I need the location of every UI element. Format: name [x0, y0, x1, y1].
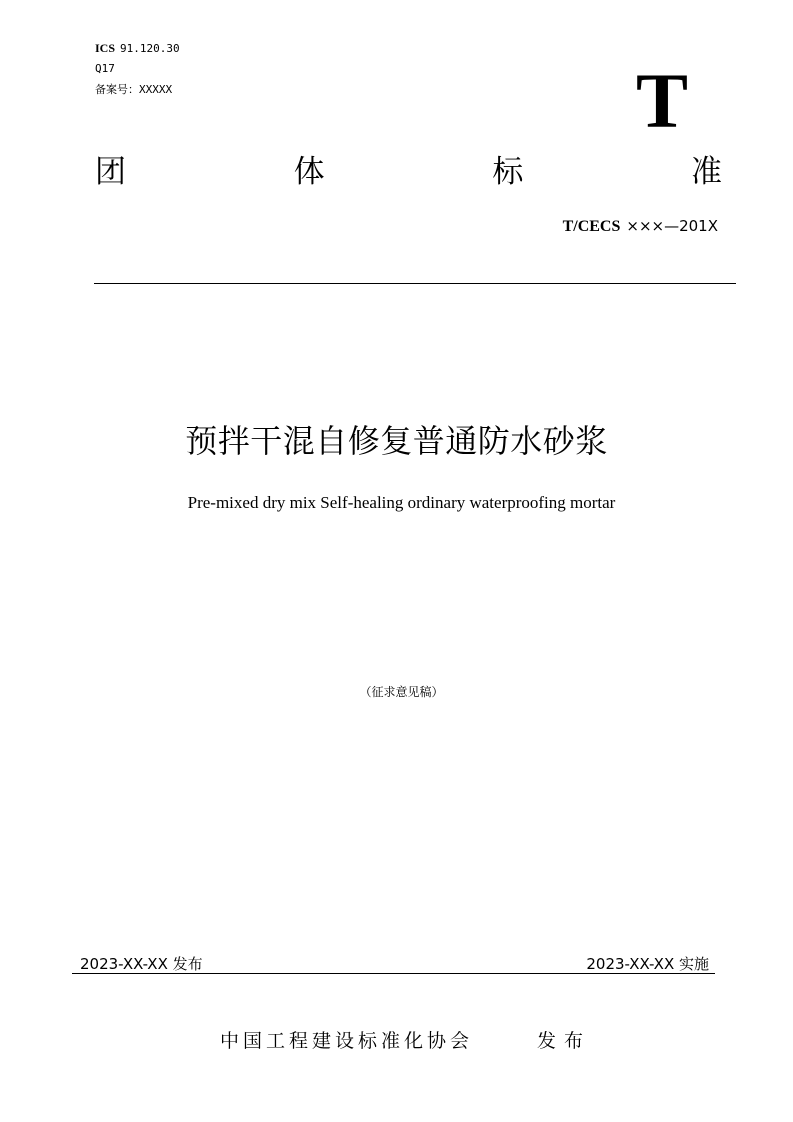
ics-label: ICS	[95, 41, 116, 55]
standard-type-heading	[95, 152, 722, 192]
ics-code: 91.120.30	[120, 42, 180, 55]
ics-classification	[95, 41, 180, 56]
standard-logo: T	[635, 57, 689, 144]
standard-type-char: 准	[690, 154, 722, 190]
standard-number	[563, 215, 718, 237]
record-label: 备案号：	[95, 83, 139, 96]
document-title-chinese: 预拌干混自修复普通防水砂浆	[185, 422, 608, 460]
top-divider	[94, 283, 736, 284]
standard-org-code: T/CECS	[562, 218, 621, 235]
draft-status-note: （征求意见稿）	[359, 685, 444, 699]
standard-type-char: 标	[492, 154, 524, 190]
bottom-divider	[72, 973, 715, 974]
standard-number-value: ×××—201X	[626, 217, 718, 235]
issue-date: 2023-XX-XX 发布	[80, 955, 203, 973]
standard-type-char: 体	[293, 154, 325, 190]
standard-type-char: 团	[95, 154, 126, 190]
record-number	[95, 83, 172, 97]
implementation-date: 2023-XX-XX 实施	[586, 955, 709, 973]
publisher-action: 发布	[537, 1030, 592, 1052]
publisher-name: 中国工程建设标准化协会	[220, 1030, 474, 1052]
category-code: Q17	[95, 62, 115, 75]
record-value: XXXXX	[139, 83, 173, 96]
document-title-english: Pre-mixed dry mix Self-healing ordinary waterproofing mortar	[187, 493, 616, 512]
